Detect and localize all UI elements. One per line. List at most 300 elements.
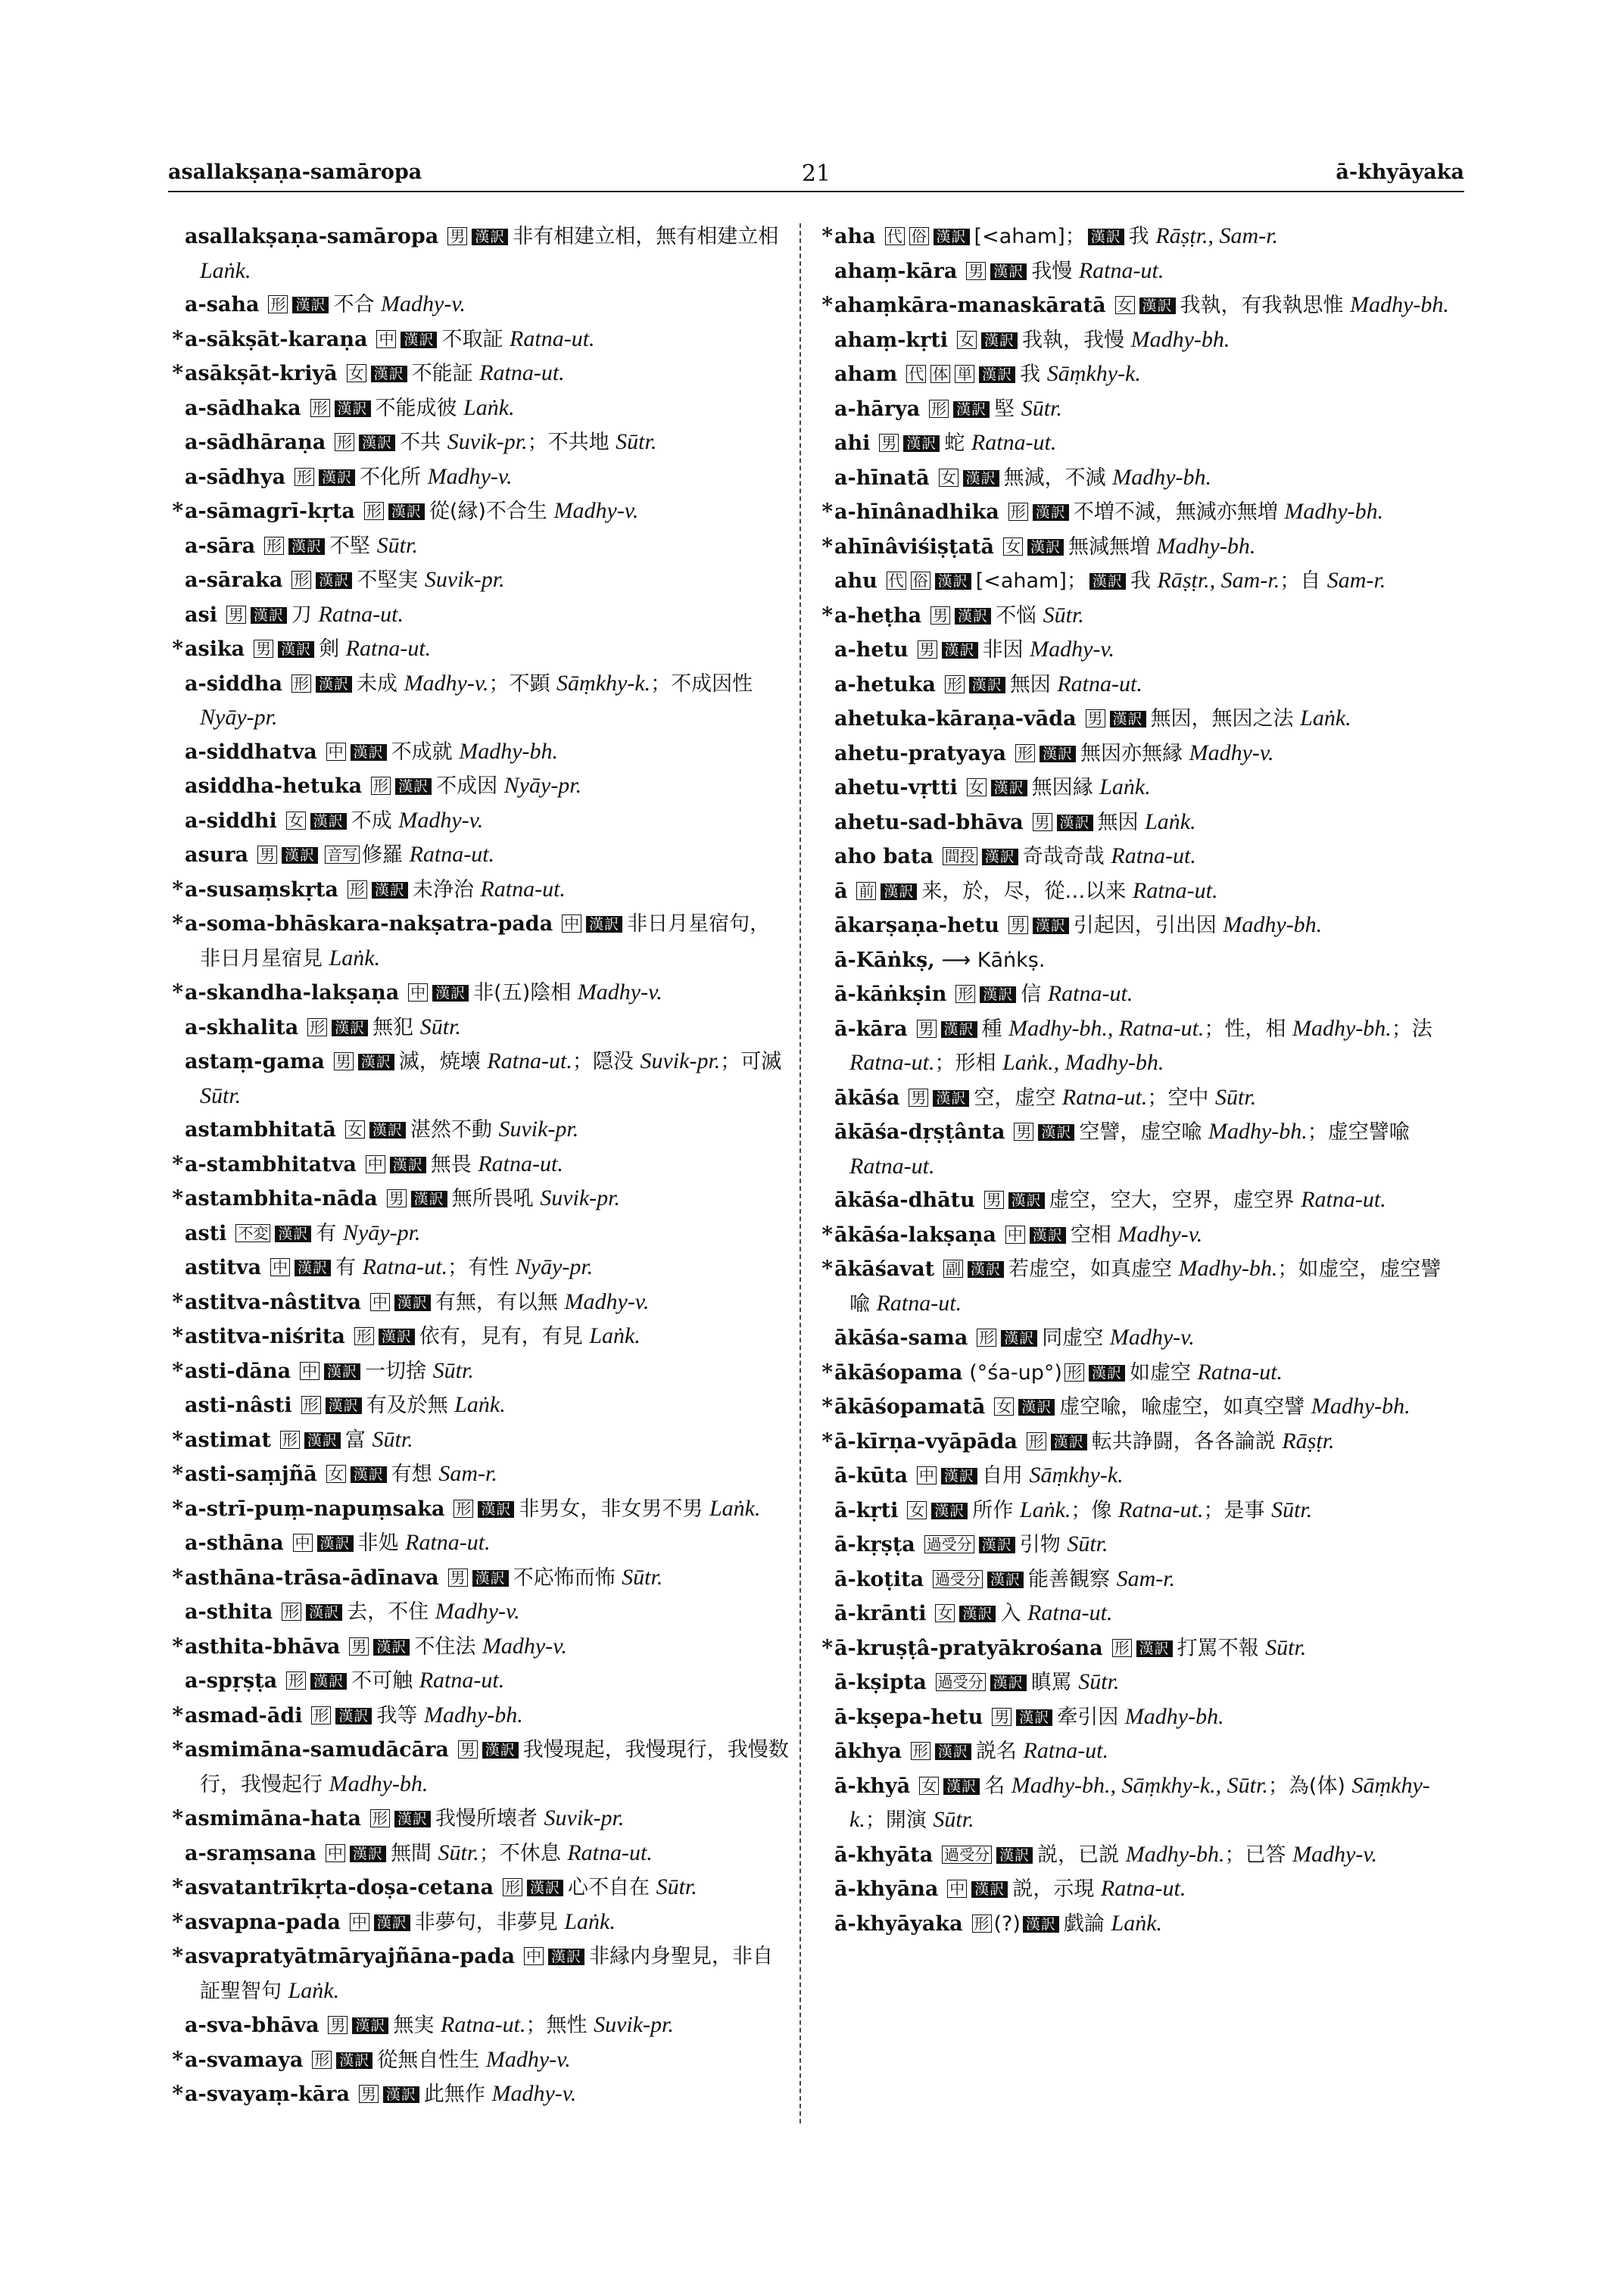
entry-marker: * xyxy=(172,2046,183,2072)
grammar-label: 過受分 xyxy=(942,1846,992,1864)
source-abbreviation: Nyāy-pr. xyxy=(342,1220,421,1245)
source-abbreviation: Madhy-v. xyxy=(485,2046,571,2072)
translation-text: 無畏 xyxy=(430,1152,478,1176)
dictionary-entry xyxy=(818,1562,1454,1597)
headword: asika xyxy=(185,637,245,661)
headword: a-siddha xyxy=(185,671,283,696)
dictionary-entry xyxy=(818,633,1454,668)
source-abbreviation: Suvik-pr. xyxy=(540,1185,620,1210)
translation-text: 如虚空 xyxy=(1129,1360,1198,1385)
grammar-label: 中 xyxy=(524,1947,544,1965)
headword: asi xyxy=(185,603,217,627)
headword: astambhitatā xyxy=(185,1118,336,1142)
translation-text: 有想 xyxy=(391,1463,439,1486)
source-abbreviation: Laṅk. xyxy=(1099,774,1151,799)
source-abbreviation: Ratna-ut. xyxy=(478,1151,563,1176)
entry-marker: * xyxy=(821,533,833,559)
headword: a-sthāna xyxy=(185,1531,284,1555)
source-abbreviation: Madhy-v. xyxy=(1030,637,1115,662)
grammar-label: 女 xyxy=(1003,537,1023,556)
grammar-label: 中 xyxy=(370,1293,390,1311)
grammar-label: 男 xyxy=(447,227,467,245)
translation-text: 無間 xyxy=(390,1841,438,1865)
source-abbreviation: Suvik-pr. xyxy=(594,2012,674,2037)
translation-tag: 漢訳 xyxy=(903,435,940,452)
translation-tag: 漢訳 xyxy=(1023,1916,1059,1933)
grammar-label: 男 xyxy=(909,1089,928,1107)
source-abbreviation: Madhy-v. xyxy=(482,1633,567,1659)
translation-tag: 漢訳 xyxy=(394,1294,431,1311)
source-abbreviation: Madhy-v. xyxy=(553,498,639,523)
translation-text: 我 xyxy=(1130,569,1158,593)
source-abbreviation: Sūtr. xyxy=(1265,1634,1307,1660)
grammar-label: 形 xyxy=(311,1706,331,1724)
dictionary-entry xyxy=(818,1597,1454,1631)
entry-marker: * xyxy=(172,1737,183,1762)
translation-text: 説，示現 xyxy=(1012,1877,1101,1901)
headword: aham xyxy=(834,363,898,386)
translation-tag: 漢訳 xyxy=(934,229,970,245)
headword: aha xyxy=(834,225,876,248)
grammar-label: 形 xyxy=(301,1396,321,1414)
translation-text: ；不共地 xyxy=(527,431,616,454)
translation-tag: 漢訳 xyxy=(1001,1330,1037,1347)
dictionary-entry xyxy=(168,1837,789,1871)
grammar-label: 過受分 xyxy=(936,1673,986,1691)
translation-tag: 漢訳 xyxy=(352,2017,388,2034)
entry-marker: * xyxy=(172,1426,183,1452)
grammar-label: 男 xyxy=(918,640,937,659)
source-abbreviation: Laṅk., Madhy-bh. xyxy=(1002,1050,1164,1075)
translation-tag: 漢訳 xyxy=(1088,229,1124,245)
source-abbreviation: Ratna-ut. xyxy=(1100,1876,1186,1901)
headword: a-strī-puṃ-napuṃsaka xyxy=(185,1497,445,1521)
headword: a-soma-bhāskara-nakṣatra-pada xyxy=(185,912,553,936)
headword: ākāśa-sama xyxy=(834,1326,968,1350)
translation-tag: 漢訳 xyxy=(319,469,355,486)
translation-tag: 漢訳 xyxy=(1033,504,1069,521)
headword: a-sraṃsana xyxy=(185,1841,317,1865)
source-abbreviation: Madhy-v. xyxy=(1109,1325,1195,1350)
dictionary-entry xyxy=(818,1872,1454,1907)
dictionary-entry xyxy=(168,1733,789,1802)
source-abbreviation: Ratna-ut. xyxy=(567,1840,653,1865)
source-abbreviation: Ratna-ut. xyxy=(1197,1359,1283,1385)
entry-marker: * xyxy=(821,223,833,248)
headword: a-heṭha xyxy=(834,603,922,628)
translation-tag: 漢訳 xyxy=(1027,539,1064,556)
grammar-label: 中 xyxy=(376,330,396,348)
header-right-guideword: ā-khyāyaka xyxy=(1336,160,1464,184)
dictionary-entry xyxy=(818,1769,1454,1838)
translation-tag: 漢訳 xyxy=(278,641,314,658)
source-abbreviation: Madhy-bh. xyxy=(1350,292,1449,317)
headword: ā-kṣepa-hetu xyxy=(834,1705,983,1729)
source-abbreviation: Ratna-ut. xyxy=(1078,257,1164,283)
headword: a-sāra xyxy=(185,534,256,558)
translation-tag: 漢訳 xyxy=(953,401,990,418)
grammar-label: 女 xyxy=(907,1501,927,1519)
headword: ā xyxy=(834,879,848,903)
dictionary-entry xyxy=(818,1459,1454,1494)
dictionary-entry xyxy=(168,1457,789,1492)
headword: a-susaṃskṛta xyxy=(185,877,338,902)
source-abbreviation: Sūtr. xyxy=(1067,1531,1108,1556)
headword: ākāśa-dṛṣṭânta xyxy=(834,1120,1005,1144)
headword: ahetu-vṛtti xyxy=(834,776,958,799)
grammar-label: 女 xyxy=(957,331,977,349)
grammar-label: 形 xyxy=(286,1671,306,1690)
source-abbreviation: Sūtr. xyxy=(1215,1084,1257,1110)
source-abbreviation: Laṅk. xyxy=(1111,1910,1163,1936)
headword: ahetuka-kāraṇa-vāda xyxy=(834,707,1077,731)
translation-tag: 漢訳 xyxy=(942,642,978,659)
dictionary-entry xyxy=(818,323,1454,358)
source-abbreviation: Sāṃkhy-k. xyxy=(1046,361,1141,386)
grammar-label: 中 xyxy=(366,1155,385,1173)
grammar-label: 男 xyxy=(1033,813,1052,831)
dictionary-entry xyxy=(168,1492,789,1527)
dictionary-entry xyxy=(168,598,789,633)
running-header xyxy=(168,160,1464,191)
translation-text: 引物 xyxy=(1019,1533,1068,1556)
source-abbreviation: Ratna-ut. xyxy=(1111,843,1196,868)
headword: ā-kāra xyxy=(834,1017,908,1041)
grammar-label: 形 xyxy=(312,2051,332,2069)
headword-note: (°śa-up°) xyxy=(969,1360,1062,1385)
dictionary-entry xyxy=(818,392,1454,427)
grammar-label: 形 xyxy=(291,675,311,693)
translation-tag: 漢訳 xyxy=(373,1639,410,1656)
translation-text: ；為(体) xyxy=(1267,1774,1352,1798)
translation-text: 我 xyxy=(1020,363,1047,386)
headword: ākhya xyxy=(834,1740,902,1763)
source-abbreviation: Ratna-ut. xyxy=(441,2012,526,2037)
headword: a-hetuka xyxy=(834,672,936,696)
translation-text: 剣 xyxy=(319,637,346,661)
translation-text: ；無性 xyxy=(525,2014,594,2037)
entry-marker: * xyxy=(172,1564,183,1590)
headword: a-hetu xyxy=(834,638,909,662)
translation-tag: 漢訳 xyxy=(979,1537,1015,1553)
source-abbreviation: Madhy-bh. xyxy=(1156,533,1256,559)
source-abbreviation: Ratna-ut. xyxy=(480,876,566,902)
source-abbreviation: Ratna-ut. xyxy=(876,1290,962,1316)
dictionary-entry xyxy=(168,1802,789,1837)
translation-text: ；是事 xyxy=(1203,1498,1272,1522)
translation-text: 非因 xyxy=(982,638,1030,662)
source-abbreviation: Sūtr. xyxy=(622,1564,663,1590)
headword: a-skhalita xyxy=(185,1015,299,1039)
grammar-label: 間投 xyxy=(943,847,977,865)
grammar-label: 女 xyxy=(994,1397,1014,1416)
dictionary-entry xyxy=(168,563,789,598)
entry-marker: * xyxy=(821,602,833,628)
headword: ā-khyāyaka xyxy=(834,1911,963,1936)
headword: a-skandha-lakṣaṇa xyxy=(185,981,400,1005)
grammar-label: 中 xyxy=(300,1362,320,1380)
translation-tag: 漢訳 xyxy=(432,985,469,1002)
source-abbreviation: Madhy-bh. xyxy=(459,738,559,764)
source-abbreviation: Sūtr. xyxy=(1021,395,1062,421)
dictionary-entry xyxy=(818,495,1454,530)
dictionary-entry xyxy=(168,2043,789,2078)
source-abbreviation: Laṅk. xyxy=(200,257,251,283)
translation-text: ⟶ Kāṅkṣ. xyxy=(941,948,1046,972)
translation-text: 戯論 xyxy=(1063,1911,1111,1936)
headword: ākarṣaṇa-hetu xyxy=(834,914,999,937)
source-abbreviation: Madhy-bh. xyxy=(1124,1703,1224,1729)
entry-marker: * xyxy=(821,499,833,524)
source-abbreviation: Sūtr. xyxy=(372,1426,413,1452)
translation-text: 刀 xyxy=(291,603,319,627)
translation-text: 名 xyxy=(984,1774,1011,1798)
source-abbreviation: Sūtr. xyxy=(432,1357,474,1383)
translation-tag: 漢訳 xyxy=(990,263,1027,280)
grammar-label: 形 xyxy=(354,1327,374,1345)
dictionary-entry xyxy=(818,357,1454,392)
headword: ākāśopama xyxy=(834,1360,963,1385)
source-abbreviation: Sūtr. xyxy=(656,1874,697,1899)
source-abbreviation: Sūtr. xyxy=(933,1807,974,1832)
headword: ā-kṣipta xyxy=(834,1671,927,1694)
translation-text: 我 xyxy=(1128,225,1156,248)
grammar-label: 女 xyxy=(1115,296,1135,314)
dictionary-entry xyxy=(818,943,1454,978)
headword: a-hīnatā xyxy=(834,466,930,490)
source-abbreviation: Ratna-ut. xyxy=(362,1254,448,1279)
grammar-label: 形 xyxy=(295,468,314,486)
translation-text: 從(縁)不合生 xyxy=(429,500,554,523)
dictionary-entry xyxy=(168,804,789,839)
source-abbreviation: Laṅk. xyxy=(589,1323,641,1348)
translation-text: 不化所 xyxy=(360,465,428,489)
translation-text: 不成就 xyxy=(391,740,460,764)
translation-text: 無因 xyxy=(1097,810,1146,834)
source-abbreviation: Suvik-pr. xyxy=(640,1048,721,1073)
translation-text: 瞋罵 xyxy=(1030,1671,1079,1694)
translation-text: 不可触 xyxy=(351,1669,419,1693)
grammar-label: 形 xyxy=(280,1431,300,1449)
translation-tag: 漢訳 xyxy=(1018,1399,1055,1416)
source-abbreviation: Ratna-ut. xyxy=(1027,1600,1113,1625)
source-abbreviation: Madhy-v. xyxy=(404,670,489,696)
source-abbreviation: Suvik-pr. xyxy=(498,1117,579,1142)
source-abbreviation: Nyāy-pr. xyxy=(515,1254,594,1279)
translation-text: 入 xyxy=(1000,1602,1028,1625)
dictionary-entry xyxy=(168,1905,789,1940)
headword: ā-kruṣṭâ-pratyākrośana xyxy=(834,1636,1103,1660)
dictionary-entry xyxy=(818,977,1454,1012)
dictionary-entry xyxy=(168,288,789,322)
grammar-label: 女 xyxy=(345,1120,365,1139)
translation-tag: 漢訳 xyxy=(324,1363,360,1380)
headword: ahi xyxy=(834,431,871,455)
source-abbreviation: Madhy-bh. xyxy=(1292,1015,1392,1041)
translation-text: 我慢現起，我慢現行，我慢数行，我慢起行 xyxy=(200,1738,789,1796)
headword: a-sādhya xyxy=(185,465,286,489)
dictionary-entry xyxy=(168,1561,789,1596)
translation-text: 虚空喩，喩虚空，如真空譬 xyxy=(1059,1395,1311,1419)
dictionary-entry xyxy=(168,1045,789,1113)
translation-text: ；如虚空，虚空譬喩 xyxy=(849,1257,1442,1316)
headword: ahaṃ-kāra xyxy=(834,259,958,283)
left-column xyxy=(168,220,789,2112)
grammar-label: 形 xyxy=(348,880,367,899)
dictionary-entry xyxy=(168,838,789,873)
source-abbreviation: Sūtr. xyxy=(1078,1669,1120,1694)
grammar-label: 俗 xyxy=(909,227,929,245)
grammar-label: 形 xyxy=(264,537,284,555)
headword: ā-kīrṇa-vyāpāda xyxy=(834,1429,1018,1453)
translation-tag: 漢訳 xyxy=(527,1880,563,1896)
entry-marker: * xyxy=(821,1394,833,1419)
source-abbreviation: Ratna-ut. xyxy=(479,360,565,385)
dictionary-entry xyxy=(168,2008,789,2043)
translation-text: 不悩 xyxy=(996,603,1043,628)
entry-marker: * xyxy=(172,1874,183,1899)
translation-text: ；空中 xyxy=(1147,1086,1216,1110)
translation-text: 未成 xyxy=(356,671,404,696)
grammar-label: 代 xyxy=(887,572,906,590)
grammar-label: 男 xyxy=(1086,709,1105,727)
translation-tag: 漢訳 xyxy=(371,366,407,382)
entry-marker: * xyxy=(821,1359,833,1385)
translation-tag: 漢訳 xyxy=(1136,1640,1173,1657)
entry-marker: * xyxy=(172,1908,183,1934)
headword: ā-kūta xyxy=(834,1464,909,1488)
translation-text: 無因 xyxy=(1009,672,1058,696)
source-abbreviation: Sam-r. xyxy=(1116,1566,1176,1591)
entry-marker: * xyxy=(172,1702,183,1728)
translation-tag: 漢訳 xyxy=(316,572,352,589)
source-abbreviation: Ratna-ut. xyxy=(1047,981,1133,1006)
translation-text: 不共 xyxy=(400,431,447,454)
source-abbreviation: Sāṃkhy-k. xyxy=(556,670,651,696)
translation-tag: 漢訳 xyxy=(295,1260,331,1276)
grammar-label: 女 xyxy=(939,469,959,487)
translation-text: 非男女，非女男不男 xyxy=(519,1497,709,1521)
translation-text: 説名 xyxy=(975,1740,1024,1763)
dictionary-entry xyxy=(818,1700,1454,1735)
translation-tag: 漢訳 xyxy=(1110,711,1146,727)
translation-text: 不能成彼 xyxy=(375,396,464,420)
translation-tag: 漢訳 xyxy=(316,676,352,693)
dictionary-entry xyxy=(818,1218,1454,1253)
translation-tag: 漢訳 xyxy=(478,1501,514,1518)
grammar-label: 形 xyxy=(335,433,354,451)
translation-tag: 漢訳 xyxy=(931,1503,968,1519)
translation-tag: 漢訳 xyxy=(388,503,425,520)
translation-text: 從無自性生 xyxy=(377,2048,486,2072)
grammar-label: 男 xyxy=(448,1569,468,1587)
translation-text: 去，不住 xyxy=(347,1600,435,1624)
headword: ākāśa-dhātu xyxy=(834,1189,975,1212)
translation-tag: 漢訳 xyxy=(1016,1709,1052,1726)
dictionary-entry xyxy=(168,1354,789,1389)
translation-text: ；性，相 xyxy=(1204,1017,1293,1041)
source-abbreviation: Ratna-ut. xyxy=(409,842,495,867)
translation-text: 我執，我慢 xyxy=(1021,328,1131,352)
translation-tag: 漢訳 xyxy=(1033,918,1069,934)
headword: asvapratyātmāryajñāna-pada xyxy=(185,1945,516,1968)
headword: ākāśa-lakṣaṇa xyxy=(834,1223,996,1247)
grammar-label: 女 xyxy=(347,364,366,382)
source-abbreviation: Sam-r. xyxy=(438,1461,497,1486)
dictionary-entry xyxy=(168,1182,789,1217)
headword: a-sādhāraṇa xyxy=(185,431,326,454)
grammar-label: 男 xyxy=(879,434,899,452)
dictionary-entry xyxy=(818,530,1454,565)
headword: a-sākṣāt-karaṇa xyxy=(185,327,368,351)
translation-tag: 漢訳 xyxy=(292,297,329,313)
grammar-label: 男 xyxy=(254,640,273,658)
source-abbreviation: Ratna-ut. xyxy=(1023,1738,1109,1763)
grammar-label: 代 xyxy=(885,227,905,245)
dictionary-entry xyxy=(818,564,1454,599)
entry-marker: * xyxy=(172,911,183,936)
source-abbreviation: Madhy-v. xyxy=(427,463,513,489)
translation-text: 此無作 xyxy=(423,2083,492,2106)
translation-tag: 漢訳 xyxy=(963,470,999,487)
grammar-label: 男 xyxy=(334,1052,354,1070)
dictionary-entry xyxy=(818,771,1454,805)
translation-text: 富 xyxy=(344,1428,372,1452)
translation-text: ；法 xyxy=(1391,1017,1432,1041)
grammar-label: 男 xyxy=(1014,1123,1033,1141)
translation-text: 蛇 xyxy=(944,431,971,455)
headword: ā-khyāta xyxy=(834,1843,934,1867)
source-abbreviation: Laṅk. xyxy=(1300,706,1351,731)
source-abbreviation: Rāṣṭr., Sam-r. xyxy=(1157,568,1280,593)
grammar-label: 形 xyxy=(1015,744,1035,762)
translation-tag: 漢訳 xyxy=(943,1778,980,1795)
header-rule xyxy=(168,191,1464,192)
headword: asthita-bhāva xyxy=(185,1634,341,1659)
headword: a-siddhi xyxy=(185,808,277,833)
translation-text: 不堅実 xyxy=(357,569,425,592)
grammar-label: 形 xyxy=(977,1329,996,1347)
translation-text: 無因，無因之法 xyxy=(1150,707,1301,731)
dictionary-entry xyxy=(818,737,1454,771)
dictionary-entry xyxy=(818,702,1454,737)
dictionary-entry xyxy=(818,1356,1454,1391)
translation-tag: 漢訳 xyxy=(548,1949,584,1965)
source-abbreviation: Sūtr. xyxy=(200,1083,242,1108)
dictionary-entry xyxy=(168,1319,789,1354)
grammar-label: 中 xyxy=(1005,1226,1025,1244)
source-abbreviation: Ratna-ut. xyxy=(1301,1187,1386,1212)
dictionary-entry xyxy=(168,1939,789,2008)
source-abbreviation: Madhy-bh., Sāṃkhy-k., Sūtr. xyxy=(1011,1772,1268,1798)
headword: astitva-niśrita xyxy=(185,1325,345,1348)
grammar-label: 男 xyxy=(328,2016,348,2034)
translation-tag: 漢訳 xyxy=(304,1432,341,1449)
source-abbreviation: Madhy-bh. xyxy=(1112,464,1211,490)
dictionary-entry xyxy=(168,907,789,976)
grammar-label: 男 xyxy=(917,1020,937,1038)
source-abbreviation: Laṅk. xyxy=(709,1495,761,1521)
grammar-label: 女 xyxy=(967,778,987,796)
grammar-label: 男 xyxy=(387,1189,407,1207)
grammar-label: 過受分 xyxy=(924,1535,974,1553)
translation-tag: 漢訳 xyxy=(990,1675,1027,1691)
grammar-label: 中 xyxy=(917,1466,937,1485)
dictionary-entry xyxy=(168,769,789,804)
headword: asura xyxy=(185,843,249,867)
translation-text: 非有相建立相，無有相建立相 xyxy=(513,225,779,248)
source-abbreviation: Ratna-ut. xyxy=(1117,1497,1204,1522)
